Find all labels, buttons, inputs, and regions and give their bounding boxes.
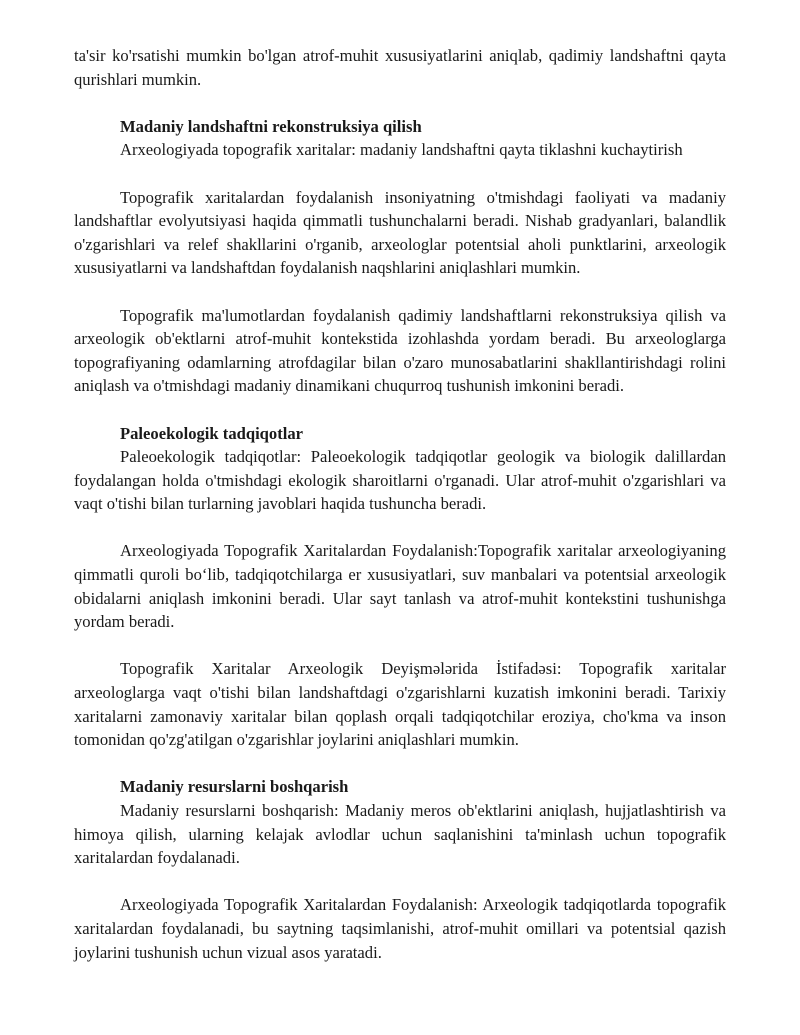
section-heading-paleoecology: Paleoekologik tadqiqotlar — [120, 423, 304, 443]
paragraph: Arxeologiyada Topografik Xaritalardan Foydalanish: Arxeologik tadqiqotlarda topografik xaritalardan foydalanadi, bu saytning taqsimlanishi, atrof-muhit omillari va potentsial qazish joylarini tushunish uchun vizual asos yaratadi. — [74, 895, 726, 962]
paragraph-continuation: ta'sir ko'rsatishi mumkin bo'lgan atrof-muhit xususiyatlarini aniqlab, qadimiy landshaftni qayta qurishlari mumkin. — [74, 46, 726, 89]
section-heading-cultural-landscape: Madaniy landshaftni rekonstruksiya qilish — [120, 116, 422, 136]
paragraph: Topografik ma'lumotlardan foydalanish qadimiy landshaftlarni rekonstruksiya qilish va arxeologik ob'ektlarni atrof-muhit kontekstida izohlashda yordam beradi. Bu arxeologlarga topografiyaning odamlarning atrofdagilar bilan o'zaro munosabatlarini shakllantirishdagi rolini aniqlash va o'tmishdagi madaniy dinamikani chuqurroq tushunish imkonini beradi. — [74, 305, 726, 396]
paragraph: Arxeologiyada Topografik Xaritalardan Foydalanish:Topografik xaritalar arxeologiyaning qimmatli quroli bo‘lib, tadqiqotchilarga er xususiyatlari, suv manbalari va potentsial arxeologik obidalarni aniqlash imkonini beradi. Ular sayt tanlash va atrof-muhit kontekstini tushunishga yordam beradi. — [74, 541, 726, 632]
paragraph: Topografik Xaritalar Arxeologik Deyişmələrida İstifadəsi: Topografik xaritalar arxeologlarga vaqt o'tishi bilan landshaftdagi o'zgarishlarni kuzatish imkonini beradi. Tarixiy xaritalarni zamonaviy xaritalar bilan qoplash orqali tadqiqotchilar eroziya, cho'kma va inson tomonidan qo'zg'atilgan o'zgarishlar joylarini aniqlashlari mumkin. — [74, 659, 726, 750]
paragraph: Paleoekologik tadqiqotlar: Paleoekologik tadqiqotlar geologik va biologik dalillardan foydalangan holda o'tmishdagi ekologik sharoitlarni o'rganadi. Ular atrof-muhit o'zgarishlari va vaqt o'tishi bilan turlarning javoblari haqida tushuncha beradi. — [74, 447, 726, 514]
paragraph: Madaniy resurslarni boshqarish: Madaniy meros ob'ektlarini aniqlash, hujjatlashtirish va himoya qilish, ularning kelajak avlodlar uchun saqlanishini ta'minlash uchun topografik xaritalardan foydalanadi. — [74, 801, 726, 868]
paragraph: Arxeologiyada topografik xaritalar: madaniy landshaftni qayta tiklashni kuchaytirish — [120, 140, 683, 160]
paragraph: Topografik xaritalardan foydalanish insoniyatning o'tmishdagi faoliyati va madaniy landshaftlar evolyutsiyasi haqida qimmatli tushunchalarni beradi. Nishab gradyanlari, balandlik o'zgarishlari va relef shakllarini o'rganib, arxeologlar potentsial aholi punktlarini, arxeologik xususiyatlarni va landshaftdan foydalanish naqshlarini aniqlashlari mumkin. — [74, 187, 726, 278]
section-heading-cultural-resources: Madaniy resurslarni boshqarish — [120, 777, 349, 797]
